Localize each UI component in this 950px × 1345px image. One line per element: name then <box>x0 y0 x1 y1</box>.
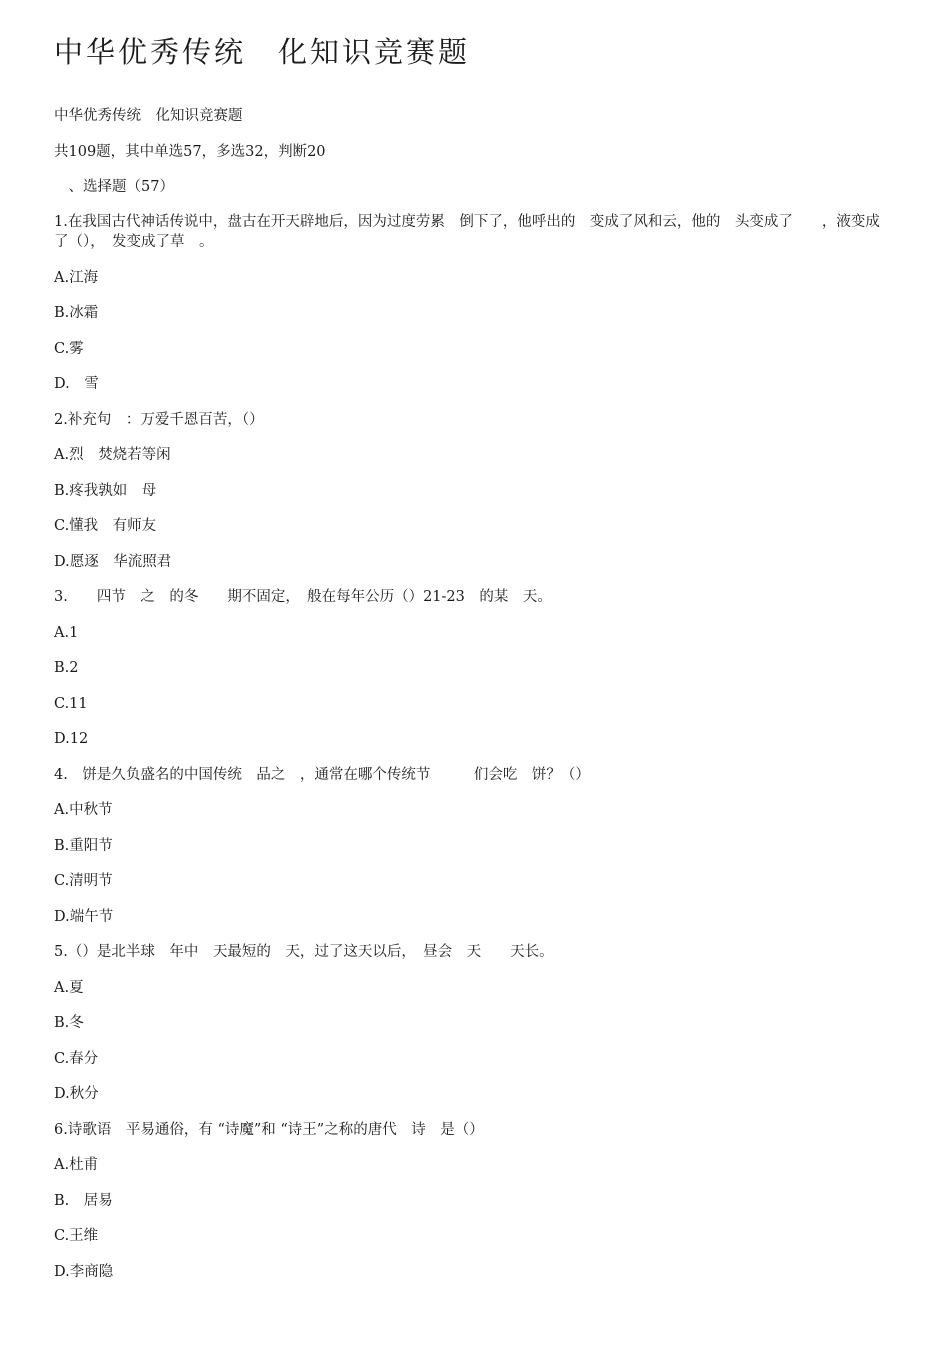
question-text: 2.补充句 ：万爱千恩百苦，（） <box>54 411 264 428</box>
question-1 <box>54 212 894 394</box>
question-3 <box>54 587 894 749</box>
option-c: C.11 <box>54 695 88 712</box>
option-c: C.懂我 有师友 <box>54 518 157 534</box>
document-page <box>54 30 894 1282</box>
option-a: A.夏 <box>54 979 84 996</box>
option-a: A.江海 <box>54 269 99 286</box>
question-2 <box>54 410 894 572</box>
question-text: 6.诗歌语 平易通俗，有 “诗魔”和 “诗王”之称的唐代 诗 是（） <box>54 1121 484 1138</box>
option-c: C.清明节 <box>54 873 113 889</box>
option-b: B.重阳节 <box>54 837 113 854</box>
option-b: B.疼我孰如 母 <box>54 482 157 499</box>
option-a: A.中秋节 <box>54 802 113 818</box>
option-a: A.杜甫 <box>54 1157 99 1173</box>
document-subtitle: 中华优秀传统 化知识竞赛题 <box>54 108 243 124</box>
option-a: A.烈 焚烧若等闲 <box>54 447 171 463</box>
question-text: 4. 饼是久负盛名的中国传统 品之 ，通常在哪个传统节 们会吃 饼？（） <box>54 766 590 783</box>
option-c: C.春分 <box>54 1050 99 1067</box>
option-d: D. 雪 <box>54 376 99 392</box>
option-c: C.雾 <box>54 340 84 357</box>
option-d: D.12 <box>54 731 89 747</box>
option-d: D.李商隐 <box>54 1263 114 1280</box>
option-b: B.冰霜 <box>54 305 99 321</box>
option-d: D.端午节 <box>54 908 114 925</box>
question-summary: 共109题，其中单选57，多选32，判断20 <box>54 144 326 160</box>
question-text: 1.在我国古代神话传说中，盘古在开天辟地后，因为过度劳累 倒下了，他呼出的 变成了风和云，他的 头变成了 ，液变成了（）， 发变成了草 。 <box>54 214 880 250</box>
question-text: 5.（）是北半球 年中 天最短的 天，过了这天以后， 昼会 天 天长。 <box>54 944 554 960</box>
option-d: D.愿逐 华流照君 <box>54 553 172 570</box>
option-b: B.2 <box>54 660 79 676</box>
question-5 <box>54 942 894 1104</box>
question-4 <box>54 765 894 927</box>
document-title: 中华优秀传统 化知识竞赛题 <box>54 35 471 69</box>
section-heading: 、选择题（57） <box>54 179 174 195</box>
option-b: B. 居易 <box>54 1192 113 1209</box>
option-b: B.冬 <box>54 1015 84 1031</box>
option-c: C.王维 <box>54 1228 99 1244</box>
option-a: A.1 <box>54 624 79 641</box>
option-d: D.秋分 <box>54 1086 99 1102</box>
question-6 <box>54 1120 894 1282</box>
question-text: 3. 四节 之 的冬 期不固定， 般在每年公历（）21-23 的某 天。 <box>54 589 552 605</box>
